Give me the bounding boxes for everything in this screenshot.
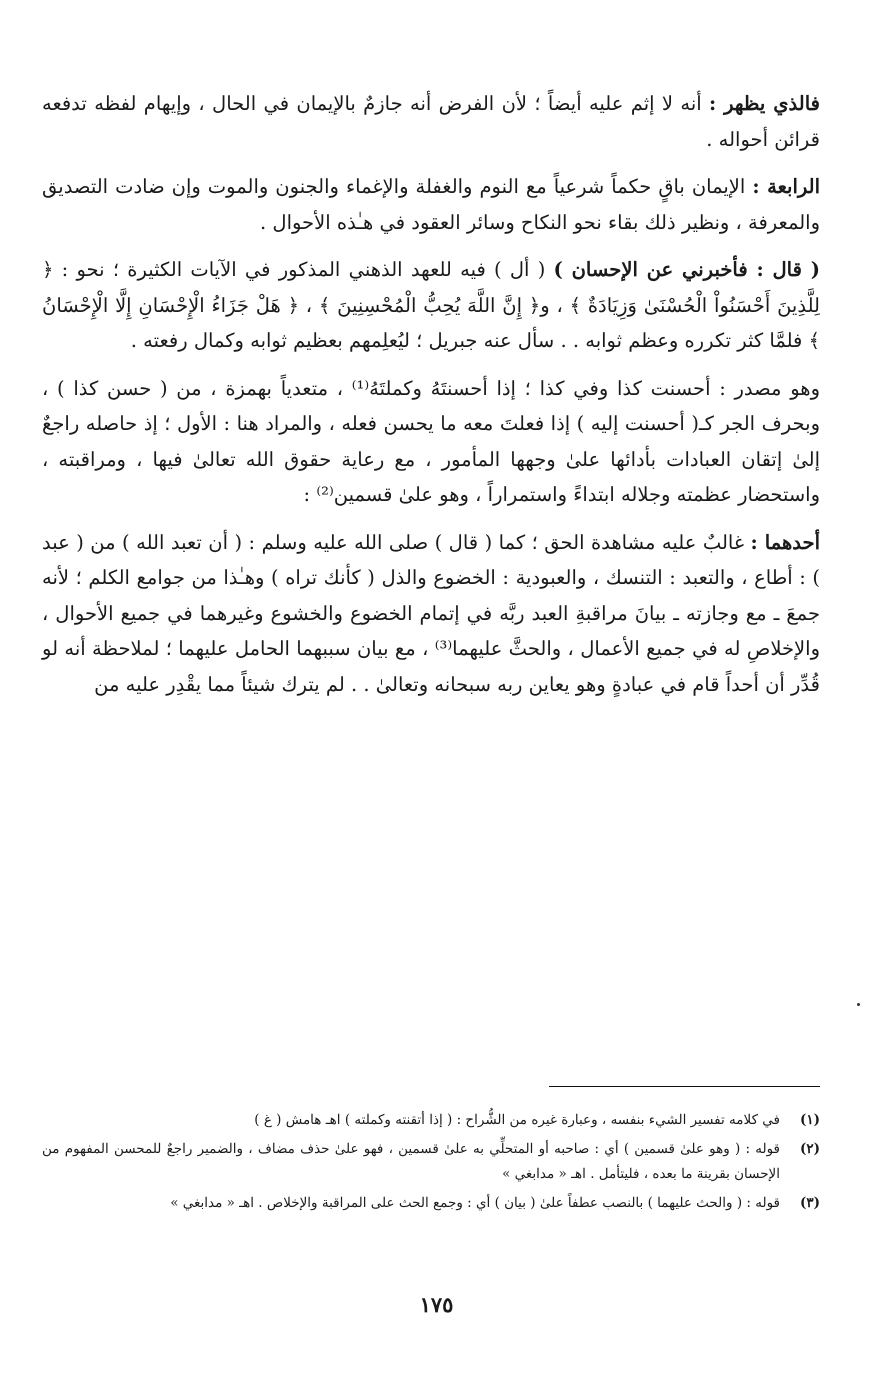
- footnote-text: في كلامه تفسير الشيء بنفسه ، وعبارة غيره من الشُّراح : ( إذا أتقنته وكملته ) اهـ هامش ( غ ): [254, 1112, 780, 1128]
- paragraph-lead: ( قال : فأخبرني عن الإحسان ): [553, 258, 820, 281]
- paragraph-text: وهو مصدر : أحسنت كذا وفي كذا ؛ إذا أحسنتَهُ وكملتَهُ⁽¹⁾ ، متعدياً بهمزة ، من ( حسن كذا ) ، وبحرف الجر كـ( أحسنت إليه ) إذا فعلتَ معه ما يحسن فعله ، والمراد هنا : الأول ؛ إذ حاصله راجعٌ إلىٰ إتقان العبادات بأدائها علىٰ وجهها المأمور ، مع رعاية حقوق الله تعالىٰ فيها ، ومراقبته ، واستحضار عظمته وجلاله ابتداءً واستمراراً ، وهو علىٰ قسمين⁽²⁾ :: [42, 376, 820, 506]
- paragraph-5: [42, 525, 820, 703]
- paragraph-lead: فالذي يظهر :: [709, 92, 820, 115]
- paragraph-1: [42, 86, 820, 157]
- footnote-number: (٢): [799, 1141, 820, 1157]
- footnote-text: قوله : ( وهو علىٰ قسمين ) أي : صاحبه أو المتحلِّي به علىٰ قسمين ، فهو علىٰ حذف مضاف ، والضمير راجعٌ للمحسن المفهوم من الإحسان بقرينة ما بعده ، فليتأمل . اهـ « مدابغي »: [42, 1141, 780, 1182]
- footnotes: [42, 1108, 820, 1220]
- footnote-number: (٣): [799, 1195, 820, 1211]
- paragraph-4: [42, 371, 820, 513]
- margin-mark: [857, 1003, 860, 1006]
- footnote-3: [42, 1191, 820, 1216]
- paragraph-2: [42, 169, 820, 240]
- paragraph-text: أنه لا إثم عليه أيضاً ؛ لأن الفرض أنه جازمٌ بالإيمان في الحال ، وإيهام لفظه تدفعه قرائن أحواله .: [42, 92, 820, 151]
- paragraph-text: الإيمان باقٍ حكماً شرعياً مع النوم والغفلة والإغماء والجنون والموت وإن ضادت التصديق والمعرفة ، ونظير ذلك بقاء نحو النكاح وسائر العقود في هـٰذه الأحوال .: [42, 175, 820, 234]
- paragraph-3: [42, 252, 820, 359]
- footnote-1: [42, 1108, 820, 1133]
- page-number: ١٧٥: [419, 1292, 454, 1317]
- paragraph-lead: الرابعة :: [752, 175, 820, 198]
- paragraph-lead: أحدهما :: [750, 530, 820, 554]
- paragraph-text: ( أل ) فيه للعهد الذهني المذكور في الآيات الكثيرة ؛ نحو : ﴿ لِلَّذِينَ أَحْسَنُواْ الْحُسْنَىٰ وَزِيَادَةٌ ﴾ ، و﴿ إِنَّ اللَّهَ يُحِبُّ الْمُحْسِنِينَ ﴾ ، ﴿ هَلْ جَزَاءُ الْإِحْسَانِ إِلَّا الْإِحْسَانُ ﴾ فلمَّا كثر تكرره وعظم ثوابه . . سأل عنه جبريل ؛ ليُعلِمهم بعظيم ثوابه وكمال رفعته .: [42, 258, 820, 352]
- footnote-number: (١): [799, 1112, 820, 1128]
- paragraph-text: غالبٌ عليه مشاهدة الحق ؛ كما ( قال ) صلى الله عليه وسلم : ( أن تعبد الله ) من ( عبد ) : أطاع ، والتعبد : التنسك ، والعبودية : الخضوع والذل ( كأنك تراه ) وهـٰذا من جوامع الكلم ؛ لأنه جمعَ ـ مع وجازته ـ بيانَ مراقبةِ العبد ربَّه في إتمام الخضوع والخشوع وغيرهما في جميع الأحوال ، والإخلاصِ له في جميع الأعمال ، والحثَّ عليهما⁽³⁾ ، مع بيان سببهما الحامل عليهما ؛ لملاحظة أنه لو قُدِّر أن أحداً قام في عبادةٍ وهو يعاين ربه سبحانه وتعالىٰ . . لم يترك شيئاً مما يقْدِر عليه من: [42, 530, 820, 696]
- book-page: [42, 86, 820, 1376]
- footnote-text: قوله : ( والحث عليهما ) بالنصب عطفاً علىٰ ( بيان ) أي : وجمع الحث على المراقبة والإخلاص . اهـ « مدابغي »: [170, 1195, 780, 1211]
- footnote-divider: [549, 1086, 820, 1087]
- footnote-2: [42, 1137, 820, 1187]
